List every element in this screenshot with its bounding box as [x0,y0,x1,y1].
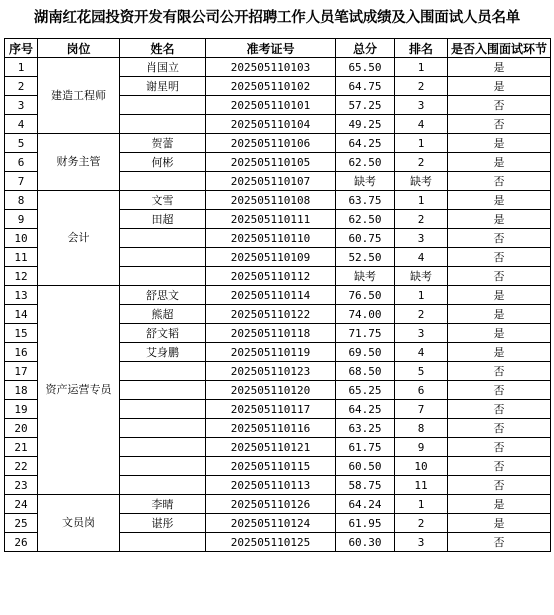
rank-cell: 2 [395,210,448,229]
seq-cell: 17 [5,362,38,381]
exam-no-cell: 202505110120 [206,381,336,400]
rank-cell: 4 [395,343,448,362]
exam-no-cell: 202505110105 [206,153,336,172]
interview-cell: 是 [448,58,551,77]
score-cell: 缺考 [336,267,395,286]
rank-cell: 9 [395,438,448,457]
score-cell: 63.25 [336,419,395,438]
seq-cell: 25 [5,514,38,533]
score-cell: 57.25 [336,96,395,115]
exam-no-cell: 202505110116 [206,419,336,438]
seq-cell: 6 [5,153,38,172]
exam-no-cell: 202505110125 [206,533,336,552]
exam-no-cell: 202505110123 [206,362,336,381]
score-cell: 60.50 [336,457,395,476]
rank-cell: 缺考 [395,172,448,191]
score-cell: 71.75 [336,324,395,343]
interview-cell: 否 [448,96,551,115]
seq-cell: 20 [5,419,38,438]
rank-cell: 10 [395,457,448,476]
name-cell [120,172,206,191]
interview-cell: 是 [448,286,551,305]
name-cell [120,400,206,419]
page-title: 湖南红花园投资开发有限公司公开招聘工作人员笔试成绩及入围面试人员名单 [33,9,521,26]
rank-cell: 4 [395,115,448,134]
name-cell: 舒思文 [120,286,206,305]
header-score: 总分 [336,39,395,58]
name-cell: 舒文韬 [120,324,206,343]
name-cell: 何彬 [120,153,206,172]
interview-cell: 是 [448,153,551,172]
interview-cell: 否 [448,248,551,267]
seq-cell: 5 [5,134,38,153]
seq-cell: 13 [5,286,38,305]
rank-cell: 11 [395,476,448,495]
name-cell [120,362,206,381]
name-cell [120,115,206,134]
seq-cell: 19 [5,400,38,419]
interview-cell: 是 [448,514,551,533]
position-cell: 建造工程师 [38,58,120,134]
score-cell: 64.24 [336,495,395,514]
name-cell: 文雪 [120,191,206,210]
seq-cell: 15 [5,324,38,343]
interview-cell: 否 [448,267,551,286]
score-cell: 61.95 [336,514,395,533]
seq-cell: 1 [5,58,38,77]
exam-no-cell: 202505110102 [206,77,336,96]
interview-cell: 否 [448,172,551,191]
position-cell: 资产运营专员 [38,286,120,495]
interview-cell: 否 [448,457,551,476]
name-cell [120,96,206,115]
header-interview: 是否入围面试环节 [448,39,551,58]
exam-no-cell: 202505110119 [206,343,336,362]
score-cell: 69.50 [336,343,395,362]
position-cell: 财务主管 [38,134,120,191]
rank-cell: 缺考 [395,267,448,286]
exam-no-cell: 202505110101 [206,96,336,115]
score-cell: 65.50 [336,58,395,77]
seq-cell: 24 [5,495,38,514]
seq-cell: 26 [5,533,38,552]
name-cell [120,457,206,476]
table-body [5,58,551,552]
seq-cell: 18 [5,381,38,400]
rank-cell: 1 [395,58,448,77]
rank-cell: 3 [395,533,448,552]
seq-cell: 14 [5,305,38,324]
seq-cell: 22 [5,457,38,476]
interview-cell: 否 [448,115,551,134]
name-cell [120,476,206,495]
seq-cell: 11 [5,248,38,267]
results-table [4,38,551,552]
exam-no-cell: 202505110112 [206,267,336,286]
interview-cell: 是 [448,343,551,362]
score-cell: 76.50 [336,286,395,305]
score-cell: 60.75 [336,229,395,248]
name-cell [120,438,206,457]
interview-cell: 否 [448,381,551,400]
rank-cell: 1 [395,495,448,514]
score-cell: 65.25 [336,381,395,400]
rank-cell: 6 [395,381,448,400]
interview-cell: 否 [448,438,551,457]
seq-cell: 21 [5,438,38,457]
score-cell: 68.50 [336,362,395,381]
name-cell: 肖国立 [120,58,206,77]
rank-cell: 2 [395,514,448,533]
header-rank: 排名 [395,39,448,58]
rank-cell: 1 [395,191,448,210]
interview-cell: 否 [448,476,551,495]
seq-cell: 7 [5,172,38,191]
exam-no-cell: 202505110121 [206,438,336,457]
name-cell: 熊超 [120,305,206,324]
seq-cell: 10 [5,229,38,248]
table-row [5,495,551,514]
score-cell: 61.75 [336,438,395,457]
exam-no-cell: 202505110122 [206,305,336,324]
name-cell [120,267,206,286]
rank-cell: 5 [395,362,448,381]
exam-no-cell: 202505110126 [206,495,336,514]
exam-no-cell: 202505110106 [206,134,336,153]
header-exam-no: 准考证号 [206,39,336,58]
seq-cell: 2 [5,77,38,96]
table-row [5,286,551,305]
exam-no-cell: 202505110115 [206,457,336,476]
score-cell: 62.50 [336,153,395,172]
header-row [5,39,551,58]
interview-cell: 是 [448,134,551,153]
rank-cell: 7 [395,400,448,419]
rank-cell: 2 [395,305,448,324]
table-row [5,58,551,77]
seq-cell: 8 [5,191,38,210]
score-cell: 49.25 [336,115,395,134]
seq-cell: 9 [5,210,38,229]
rank-cell: 3 [395,229,448,248]
seq-cell: 23 [5,476,38,495]
interview-cell: 是 [448,77,551,96]
header-position: 岗位 [38,39,120,58]
rank-cell: 3 [395,324,448,343]
interview-cell: 是 [448,191,551,210]
name-cell: 田超 [120,210,206,229]
interview-cell: 否 [448,533,551,552]
score-cell: 52.50 [336,248,395,267]
interview-cell: 是 [448,495,551,514]
rank-cell: 2 [395,153,448,172]
score-cell: 58.75 [336,476,395,495]
name-cell: 谌彤 [120,514,206,533]
interview-cell: 是 [448,324,551,343]
interview-cell: 否 [448,419,551,438]
interview-cell: 是 [448,305,551,324]
exam-no-cell: 202505110107 [206,172,336,191]
exam-no-cell: 202505110114 [206,286,336,305]
interview-cell: 否 [448,400,551,419]
position-cell: 会计 [38,191,120,286]
exam-no-cell: 202505110117 [206,400,336,419]
name-cell [120,533,206,552]
rank-cell: 1 [395,134,448,153]
name-cell: 谢星明 [120,77,206,96]
exam-no-cell: 202505110110 [206,229,336,248]
rank-cell: 8 [395,419,448,438]
score-cell: 64.25 [336,400,395,419]
score-cell: 62.50 [336,210,395,229]
seq-cell: 3 [5,96,38,115]
score-cell: 64.75 [336,77,395,96]
rank-cell: 2 [395,77,448,96]
interview-cell: 是 [448,210,551,229]
score-cell: 64.25 [336,134,395,153]
name-cell [120,229,206,248]
exam-no-cell: 202505110109 [206,248,336,267]
name-cell [120,381,206,400]
position-cell: 文员岗 [38,495,120,552]
score-cell: 63.75 [336,191,395,210]
score-cell: 缺考 [336,172,395,191]
seq-cell: 4 [5,115,38,134]
name-cell [120,419,206,438]
name-cell [120,248,206,267]
score-cell: 60.30 [336,533,395,552]
table-row [5,191,551,210]
seq-cell: 16 [5,343,38,362]
header-name: 姓名 [120,39,206,58]
exam-no-cell: 202505110111 [206,210,336,229]
rank-cell: 1 [395,286,448,305]
exam-no-cell: 202505110104 [206,115,336,134]
name-cell: 李晴 [120,495,206,514]
rank-cell: 4 [395,248,448,267]
exam-no-cell: 202505110103 [206,58,336,77]
exam-no-cell: 202505110124 [206,514,336,533]
header-seq: 序号 [5,39,38,58]
exam-no-cell: 202505110118 [206,324,336,343]
exam-no-cell: 202505110108 [206,191,336,210]
seq-cell: 12 [5,267,38,286]
table-row [5,134,551,153]
rank-cell: 3 [395,96,448,115]
score-cell: 74.00 [336,305,395,324]
interview-cell: 否 [448,362,551,381]
name-cell: 艾身鹏 [120,343,206,362]
exam-no-cell: 202505110113 [206,476,336,495]
name-cell: 贺蕾 [120,134,206,153]
interview-cell: 否 [448,229,551,248]
